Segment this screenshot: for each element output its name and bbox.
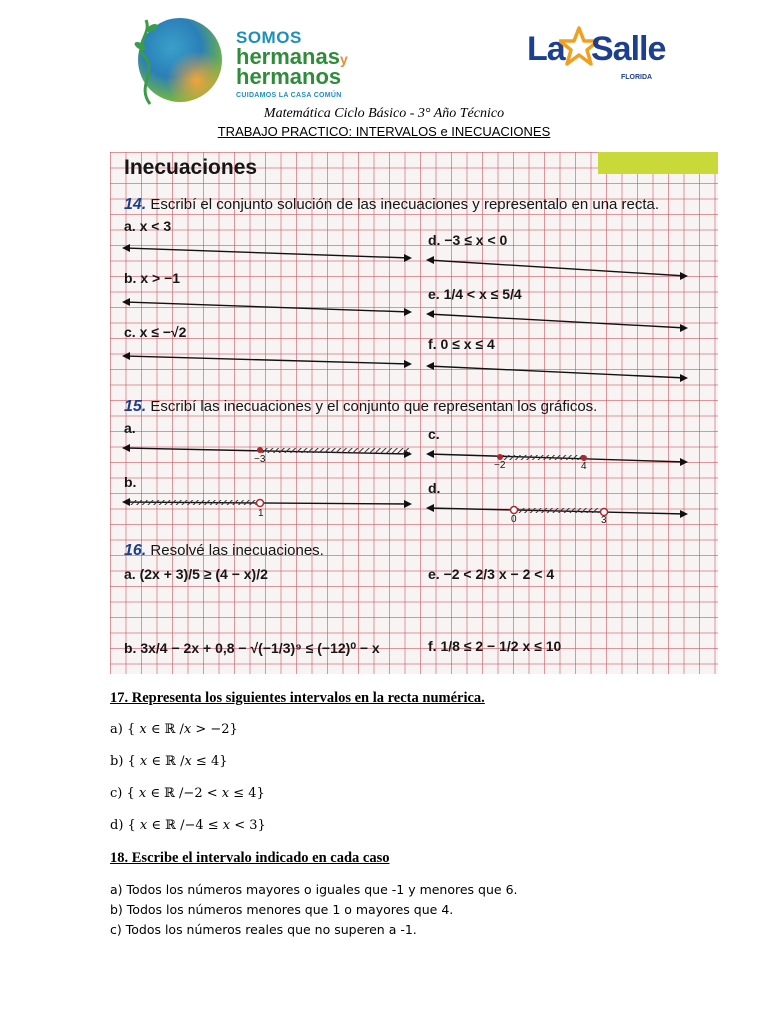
worksheet-title: TRABAJO PRACTICO: INTERVALOS e INECUACIONES — [217, 124, 551, 139]
ex14-f — [428, 336, 495, 352]
ex18-item-c: c) Todos los números reales que no superen a -1. — [110, 922, 417, 937]
ex17-item-b: b) { 𝑥 ∈ ℝ /𝑥 ≤ 4} — [110, 754, 228, 769]
course-subtitle: Matemática Ciclo Básico - 3° Año Técnico — [263, 106, 505, 121]
ex16-instruction — [124, 542, 324, 560]
ex15-c-label-2: 4 — [581, 461, 587, 472]
graph-c-region — [500, 455, 584, 460]
ex14-c-expr: x ≤ −√2 — [139, 324, 187, 340]
graph-b-region — [130, 500, 260, 505]
ex18-item-a: a) Todos los números mayores o iguales que -1 y menores que 6. — [110, 882, 518, 897]
logo-hermanas-word: hermanas — [236, 44, 340, 69]
ex15-instruction — [124, 398, 597, 416]
ex16-e-letter: e. — [428, 566, 440, 582]
ex16-instruction-text: Resolvé las inecuaciones. — [150, 542, 324, 559]
ex14-a — [124, 218, 171, 234]
ex14-number: 14. — [124, 196, 147, 213]
ex14-instruction — [124, 196, 659, 214]
ex18-heading: 18. Escribe el intervalo indicado en cada caso — [110, 850, 390, 866]
ex14-d — [428, 232, 507, 248]
ex14-e-expr: 1/4 < x ≤ 5/4 — [443, 286, 522, 302]
ex16-b — [124, 640, 380, 657]
ex16-a-expr: (2x + 3)/5 ≥ (4 − x)/2 — [139, 566, 268, 582]
ex17-item-d: d) { 𝑥 ∈ ℝ /−4 ≤ 𝑥 < 3} — [110, 818, 266, 833]
ex17-heading: 17. Representa los siguientes intervalos en la recta numérica. — [110, 690, 485, 706]
ex16-b-expr: 3x/4 − 2x + 0,8 − √(−1/3)⁹ ≤ (−12)⁰ − x — [140, 640, 380, 656]
ex15-a-label: −3 — [254, 454, 266, 465]
graph-d-region — [514, 508, 604, 513]
ex18-item-b: b) Todos los números menores que 1 o mayores que 4. — [110, 902, 454, 917]
logo-la: La — [527, 30, 565, 68]
graph-a-region — [260, 448, 410, 453]
ex14-c-letter: c. — [124, 324, 136, 340]
ex14-f-letter: f. — [428, 336, 437, 352]
ex16-e — [428, 566, 554, 582]
logo-salle: Salle — [591, 30, 666, 68]
logo-somos: SOMOS — [236, 28, 302, 47]
ex17-item-a: a) { 𝑥 ∈ ℝ /𝑥 > −2} — [110, 722, 238, 737]
ex15-d-label-1: 0 — [511, 514, 517, 525]
ex14-b-letter: b. — [124, 270, 137, 286]
ex17-item-c: c) { 𝑥 ∈ ℝ /−2 < 𝑥 ≤ 4} — [110, 786, 265, 801]
ex16-f-letter: f. — [428, 638, 437, 654]
ex14-a-expr: x < 3 — [139, 218, 172, 234]
ex15-instruction-text: Escribí las inecuaciones y el conjunto que representan los gráficos. — [150, 398, 598, 415]
ex15-b — [124, 474, 136, 490]
worksheet-photo — [110, 152, 718, 674]
graph-b-endpoint — [257, 500, 264, 507]
ex16-b-letter: b. — [124, 640, 137, 656]
ex14-e — [428, 286, 522, 302]
ex14-c — [124, 324, 186, 340]
ex14-e-letter: e. — [428, 286, 440, 302]
ex16-e-expr: −2 < 2/3 x − 2 < 4 — [443, 566, 555, 582]
logo-hermanos: hermanos — [236, 64, 342, 89]
ex14-f-expr: 0 ≤ x ≤ 4 — [440, 336, 495, 352]
ex14-b — [124, 270, 180, 286]
ex15-c-label-1: −2 — [494, 460, 506, 471]
graph-a-endpoint — [257, 447, 263, 453]
somos-hermanos-logo — [130, 16, 360, 104]
ex14-d-letter: d. — [428, 232, 441, 248]
ex15-b-label: 1 — [258, 508, 264, 519]
ex14-instruction-text: Escribí el conjunto solución de las inecuaciones y representalo en una recta. — [150, 196, 660, 213]
ex15-c — [428, 426, 440, 442]
ex14-d-expr: −3 ≤ x < 0 — [444, 232, 508, 248]
logo-tagline: CUIDAMOS LA CASA COMÚN — [236, 92, 342, 99]
ex15-d — [428, 480, 440, 496]
ex16-a — [124, 566, 268, 582]
logo-florida: FLORIDA — [621, 74, 653, 81]
la-salle-logo — [525, 30, 665, 90]
ex15-a — [124, 420, 136, 436]
ex14-a-letter: a. — [124, 218, 136, 234]
ex15-d-letter: d. — [428, 480, 441, 496]
photo-title: Inecuaciones — [124, 156, 258, 179]
ex16-f — [428, 638, 561, 654]
graph-d-endpoint-1 — [511, 507, 518, 514]
ex15-number: 15. — [124, 398, 147, 415]
ex15-d-label-2: 3 — [601, 515, 607, 526]
ex16-number: 16. — [124, 542, 147, 559]
ex15-b-letter: b. — [124, 474, 137, 490]
ex15-a-letter: a. — [124, 420, 136, 436]
ex16-f-expr: 1/8 ≤ 2 − 1/2 x ≤ 10 — [440, 638, 562, 654]
ex14-b-expr: x > −1 — [140, 270, 181, 286]
sprout-icon — [132, 16, 162, 106]
ex15-c-letter: c. — [428, 426, 440, 442]
ex16-a-letter: a. — [124, 566, 136, 582]
logo-conj: y — [339, 51, 348, 67]
